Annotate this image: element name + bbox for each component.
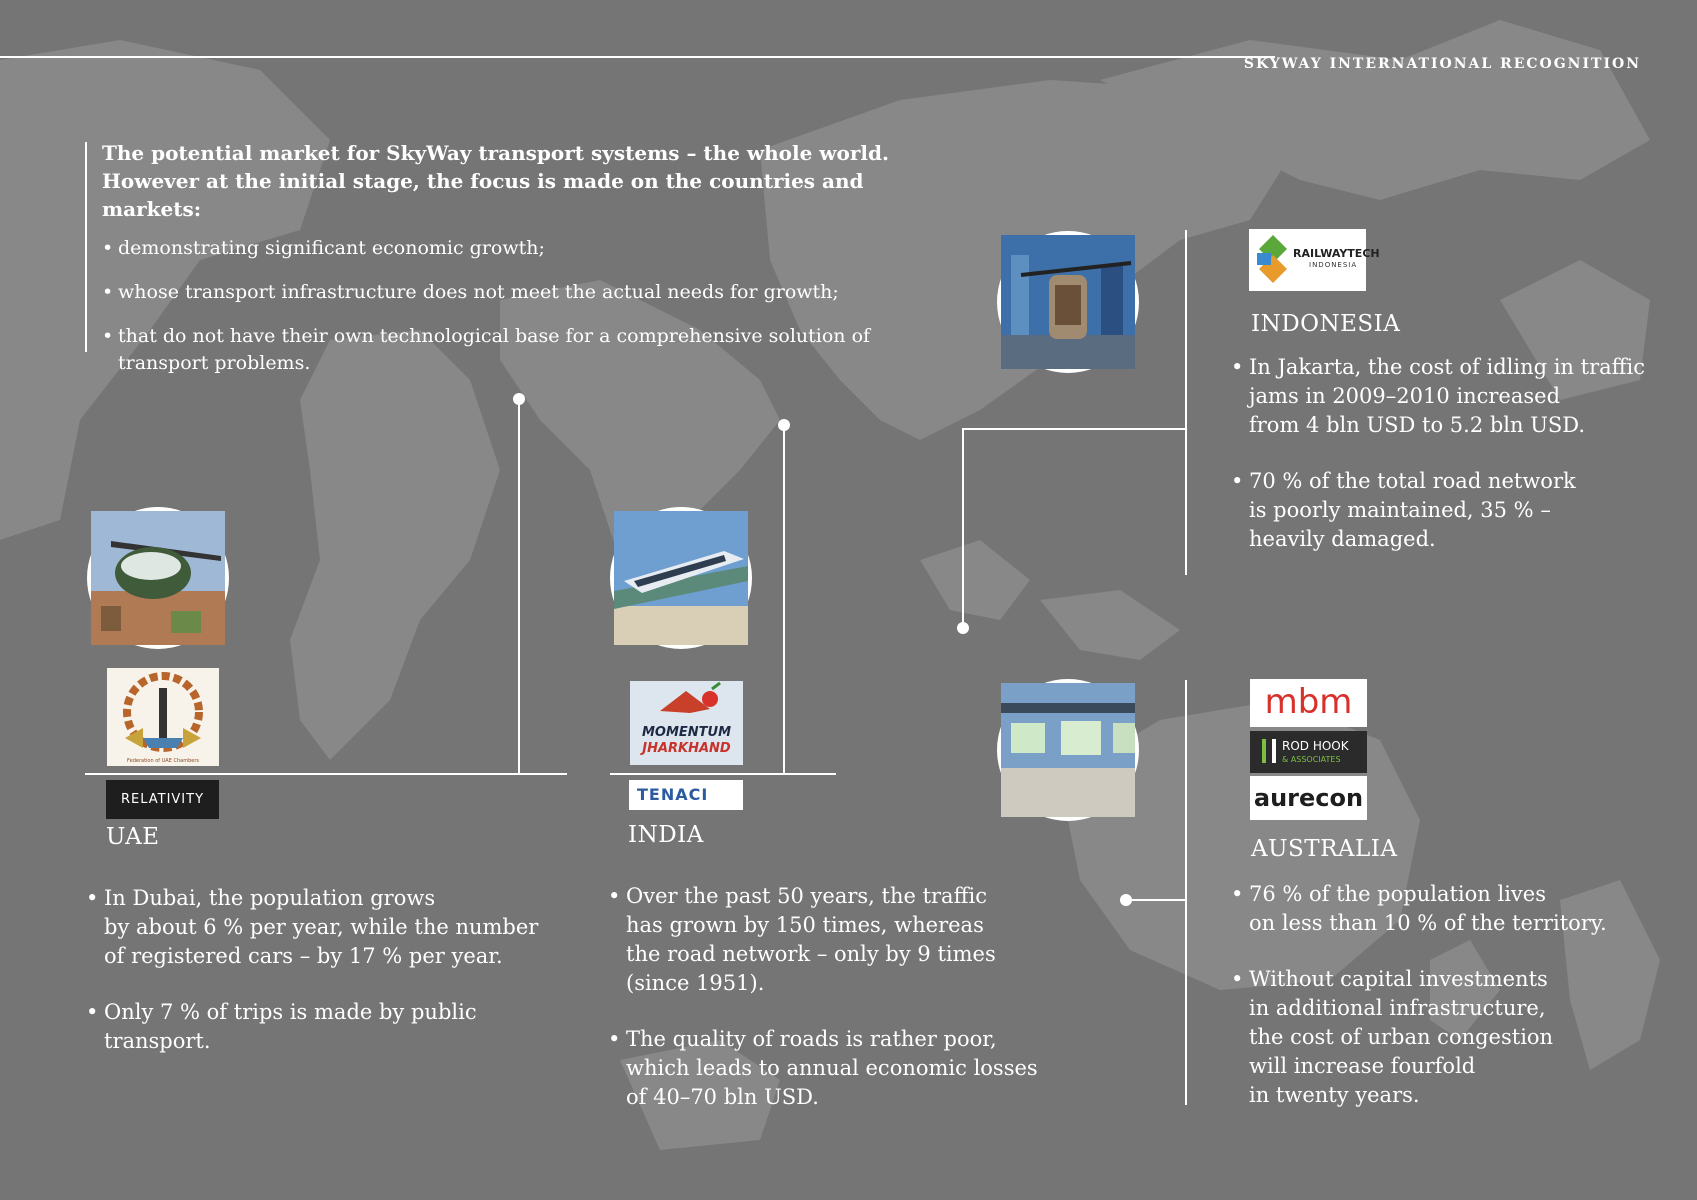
- aurecon-logo: [1250, 776, 1367, 820]
- uae-pointer-dot: [513, 393, 525, 405]
- indonesia-connector-horizontal: [962, 428, 1186, 430]
- indonesia-facts-list: [1231, 353, 1681, 581]
- uae-chambers-logo-text: Federation of UAE Chambers: [127, 758, 199, 764]
- rod-hook-h-icon: [1262, 739, 1276, 763]
- intro-section: [102, 139, 922, 394]
- tenaci-logo: [629, 780, 743, 810]
- railwaytech-logo-text: RAILWAYTECH: [1293, 247, 1380, 260]
- intro-bullet: • whose transport infrastructure does not meet the actual needs for growth;: [102, 279, 878, 306]
- uae-baseline: [85, 773, 567, 775]
- railwaytech-logo: [1249, 229, 1380, 291]
- australia-pointer-dot: [1120, 894, 1132, 906]
- india-baseline: [610, 773, 836, 775]
- india-pointer-dot: [778, 419, 790, 431]
- indonesia-fact: • 70 % of the total road network is poorly maintained, 35 % – heavily damaged.: [1231, 467, 1681, 554]
- indonesia-photo-circle: [997, 231, 1139, 373]
- australia-vertical-line: [1185, 680, 1187, 1105]
- uae-fact: • In Dubai, the population grows by about 6 % per year, while the number of registered cars – by 17 % per year.: [86, 884, 556, 971]
- australia-photo-circle: [997, 679, 1139, 821]
- mbm-logo: [1250, 679, 1367, 727]
- monorail-photo: [614, 511, 748, 645]
- relativity-logo-text: RELATIVITY: [120, 792, 205, 807]
- intro-bullet: • that do not have their own technological base for a comprehensive solution of transport problems.: [102, 323, 878, 377]
- relativity-logo: [106, 780, 219, 819]
- australia-connector-horizontal: [1126, 899, 1186, 901]
- australia-fact: • 76 % of the population lives on less than 10 % of the territory.: [1231, 880, 1681, 938]
- intro-heading-line2: However at the initial stage, the focus is made on the countries and markets:: [102, 169, 864, 221]
- india-pointer-line: [783, 424, 785, 774]
- india-fact: • The quality of roads is rather poor, which leads to annual economic losses of 40–70 bln USD.: [608, 1025, 1048, 1112]
- indonesia-country-name: INDONESIA: [1251, 311, 1401, 337]
- jharkhand-logo-text: JHARKHAND: [642, 741, 731, 756]
- intro-bullet: • demonstrating significant economic growth;: [102, 235, 878, 262]
- intro-bullet-list: [102, 235, 922, 377]
- uae-country-name: UAE: [106, 824, 160, 850]
- indonesia-pointer-dot: [957, 622, 969, 634]
- uae-facts-list: [86, 884, 556, 1083]
- indonesia-fact: • In Jakarta, the cost of idling in traffic jams in 2009–2010 increased from 4 bln USD to 5.2 bln USD.: [1231, 353, 1681, 440]
- page-header-title: SKYWAY INTERNATIONAL RECOGNITION: [1243, 56, 1641, 72]
- momentum-logo-text: MOMENTUM: [641, 725, 732, 740]
- indonesia-connector-vertical: [962, 428, 964, 628]
- aurecon-logo-text: aurecon: [1253, 784, 1364, 812]
- intro-heading-line1: The potential market for SkyWay transport systems – the whole world.: [102, 141, 889, 165]
- rod-hook-logo: [1250, 731, 1367, 773]
- header-rule: [0, 56, 1275, 58]
- australia-facts-list: [1231, 880, 1681, 1137]
- india-facts-list: [608, 882, 1048, 1139]
- rod-hook-logo-subtext: & ASSOCIATES: [1282, 755, 1341, 764]
- railwaytech-logo-subtext: INDONESIA: [1309, 261, 1358, 269]
- mbm-logo-text: mbm: [1264, 682, 1353, 722]
- australia-fact: • Without capital investments in additional infrastructure, the cost of urban congestion will increase fourfold in twenty years.: [1231, 965, 1681, 1110]
- uae-pointer-line: [518, 398, 520, 774]
- skyway-pod-photo: [91, 511, 225, 645]
- uae-photo-circle: [87, 507, 229, 649]
- tenaci-logo-text: TENACI: [637, 785, 709, 804]
- india-country-name: INDIA: [628, 822, 704, 848]
- momentum-jharkhand-logo: [630, 681, 743, 765]
- india-fact: • Over the past 50 years, the traffic has grown by 150 times, whereas the road network – only by 9 times (since 1951).: [608, 882, 1048, 998]
- city-transport-photo: [1001, 235, 1135, 369]
- uae-fact: • Only 7 % of trips is made by public transport.: [86, 998, 556, 1056]
- australia-country-name: AUSTRALIA: [1251, 836, 1398, 862]
- rod-hook-logo-text: ROD HOOK: [1282, 739, 1349, 753]
- intro-accent-bar: [85, 142, 87, 352]
- indonesia-vertical-line: [1185, 230, 1187, 575]
- station-photo: [1001, 683, 1135, 817]
- india-photo-circle: [610, 507, 752, 649]
- uae-chambers-logo: [107, 668, 219, 766]
